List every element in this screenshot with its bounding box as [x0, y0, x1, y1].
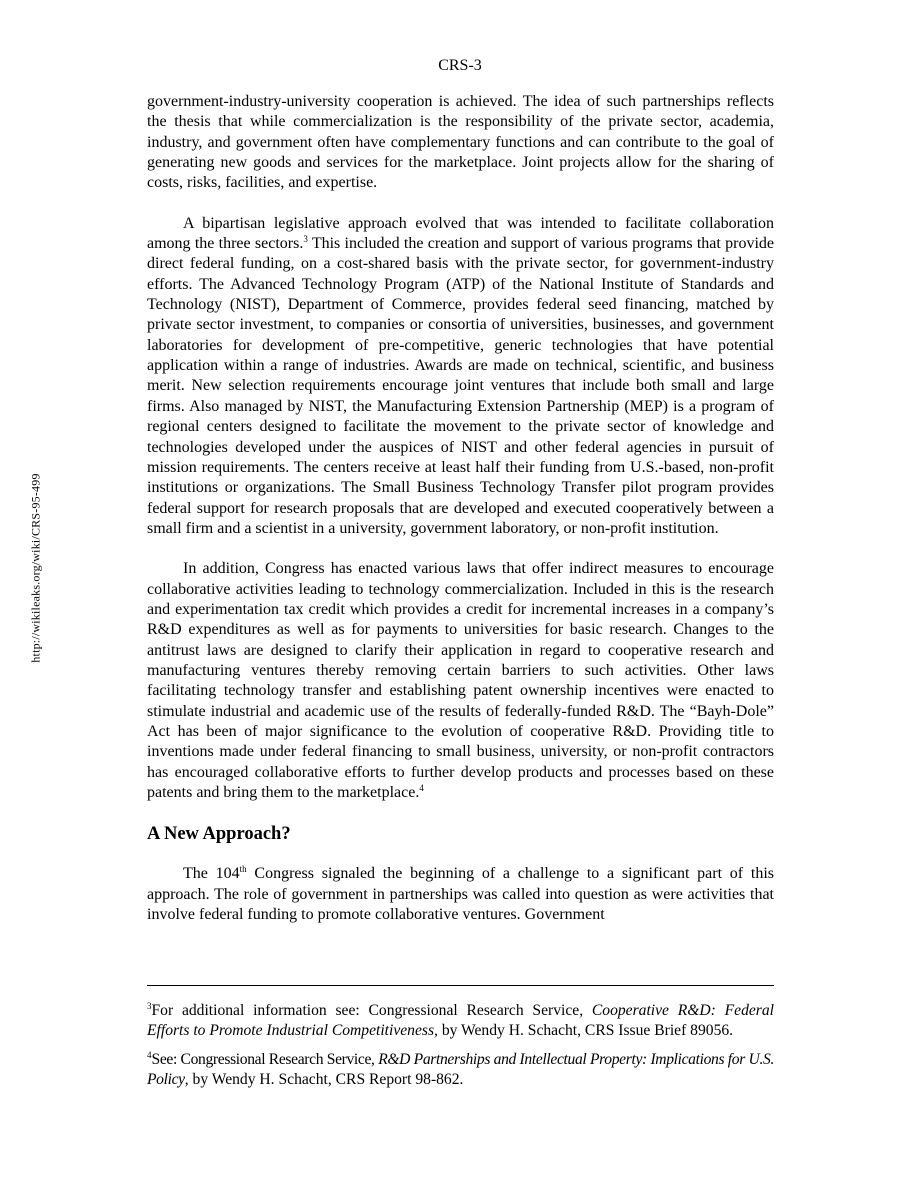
footnote-3-text-b: by Wendy H. Schacht, CRS Issue Brief 89056.	[437, 1022, 734, 1039]
footnote-ref-3: 3	[303, 234, 308, 245]
footnote-4	[147, 1050, 774, 1090]
page-number: CRS-3	[438, 57, 482, 74]
footnote-3-number: 3	[147, 1001, 152, 1011]
paragraph-1: government-industry-university cooperation is achieved. The idea of such partnerships reflects the thesis that while commercialization is the responsibility of the private sector, academia, industry, and government often have complementary functions and can contribute to the goal of generating new goods and services for the marketplace. Joint projects allow for the sharing of costs, risks, facilities, and expertise.	[147, 93, 774, 192]
body-text	[147, 92, 774, 925]
footnote-4-number: 4	[147, 1050, 152, 1060]
paragraph-2-text-a: A bipartisan legislative approach evolved that was intended to facilitate collaboration among the three sectors.	[147, 214, 774, 253]
paragraph-4-text-b: Congress signaled the beginning of a challenge to a significant part of this approach. The role of government in partnerships was called into question as were activities that involve federal funding to promote collaborative ventures. Government	[147, 865, 775, 924]
paragraph-3-text: In addition, Congress has enacted various laws that offer indirect measures to encourage collaborative activities leading to technology commercialization. Included in this is the research and experimentation tax credit which provides a credit for incremental increases in a company’s R&D expenditures as well as for payments to universities for basic research. Changes to the antitrust laws are designed to clarify their application in regard to cooperative research and manufacturing ventures thereby removing certain barriers to such activities. Other laws facilitating technology transfer and establishing patent ownership incentives were enacted to stimulate industrial and academic use of the results of federally-funded R&D. The “Bayh-Dole” Act has been of major significance to the evolution of cooperative R&D. Providing title to inventions made under federal financing to small business, university, or non-profit contractors has encouraged collaborative efforts to further develop products and processes based on these patents and bring them to the marketplace.	[147, 560, 774, 801]
footnote-ref-4: 4	[419, 783, 424, 793]
footnote-3-text-a: For additional information see: Congressional Research Service,	[151, 1002, 592, 1019]
paragraph-4	[147, 864, 774, 925]
footnote-4-title: R&D Partnerships and Intellectual Property: Implications for U.S. Policy	[147, 1051, 774, 1088]
section-heading: A New Approach?	[147, 824, 291, 845]
footnote-3	[147, 1001, 774, 1041]
footnote-3-title: Cooperative R&D: Federal Efforts to Promote Industrial Competitiveness,	[147, 1002, 774, 1039]
paragraph-2	[147, 214, 774, 540]
paragraph-3	[147, 559, 774, 803]
paragraph-4-text-a: The 104	[183, 865, 240, 883]
footnotes	[147, 1001, 774, 1099]
footnote-4-text-a: See: Congressional Research Service,	[151, 1051, 379, 1068]
footnote-4-text-b: , by Wendy H. Schacht, CRS Report 98-862.	[184, 1071, 464, 1088]
paragraph-2-text-b: This included the creation and support of various programs that provide direct federal funding, on a cost-shared basis with the private sector, for government-industry efforts. The Advanced Technology Program (ATP) of the National Institute of Standards and Technology (NIST), Department of Commerce, provides federal seed financing, matched by private sector investment, to companies or consortia of universities, businesses, and government laboratories for development of pre-competitive, generic technologies that have potential application within a range of industries. Awards are made on technical, scientific, and business merit. New selection requirements encourage joint ventures that include both small and large firms. Also managed by NIST, the Manufacturing Extension Partnership (MEP) is a program of regional centers designed to facilitate the movement to the private sector of knowledge and technologies developed under the auspices of NIST and other federal agencies in pursuit of mission requirements. The centers receive at least half their funding from U.S.-based, non-profit institutions or organizations. The Small Business Technology Transfer pilot program provides federal support for research proposals that are developed and executed cooperatively between a small firm and a scientist in a university, government laboratory, or non-profit institution.	[147, 235, 774, 537]
footnote-divider	[147, 985, 774, 986]
source-url-watermark: http://wikileaks.org/wiki/CRS-95-499	[28, 473, 43, 663]
ordinal-suffix: th	[239, 864, 247, 875]
